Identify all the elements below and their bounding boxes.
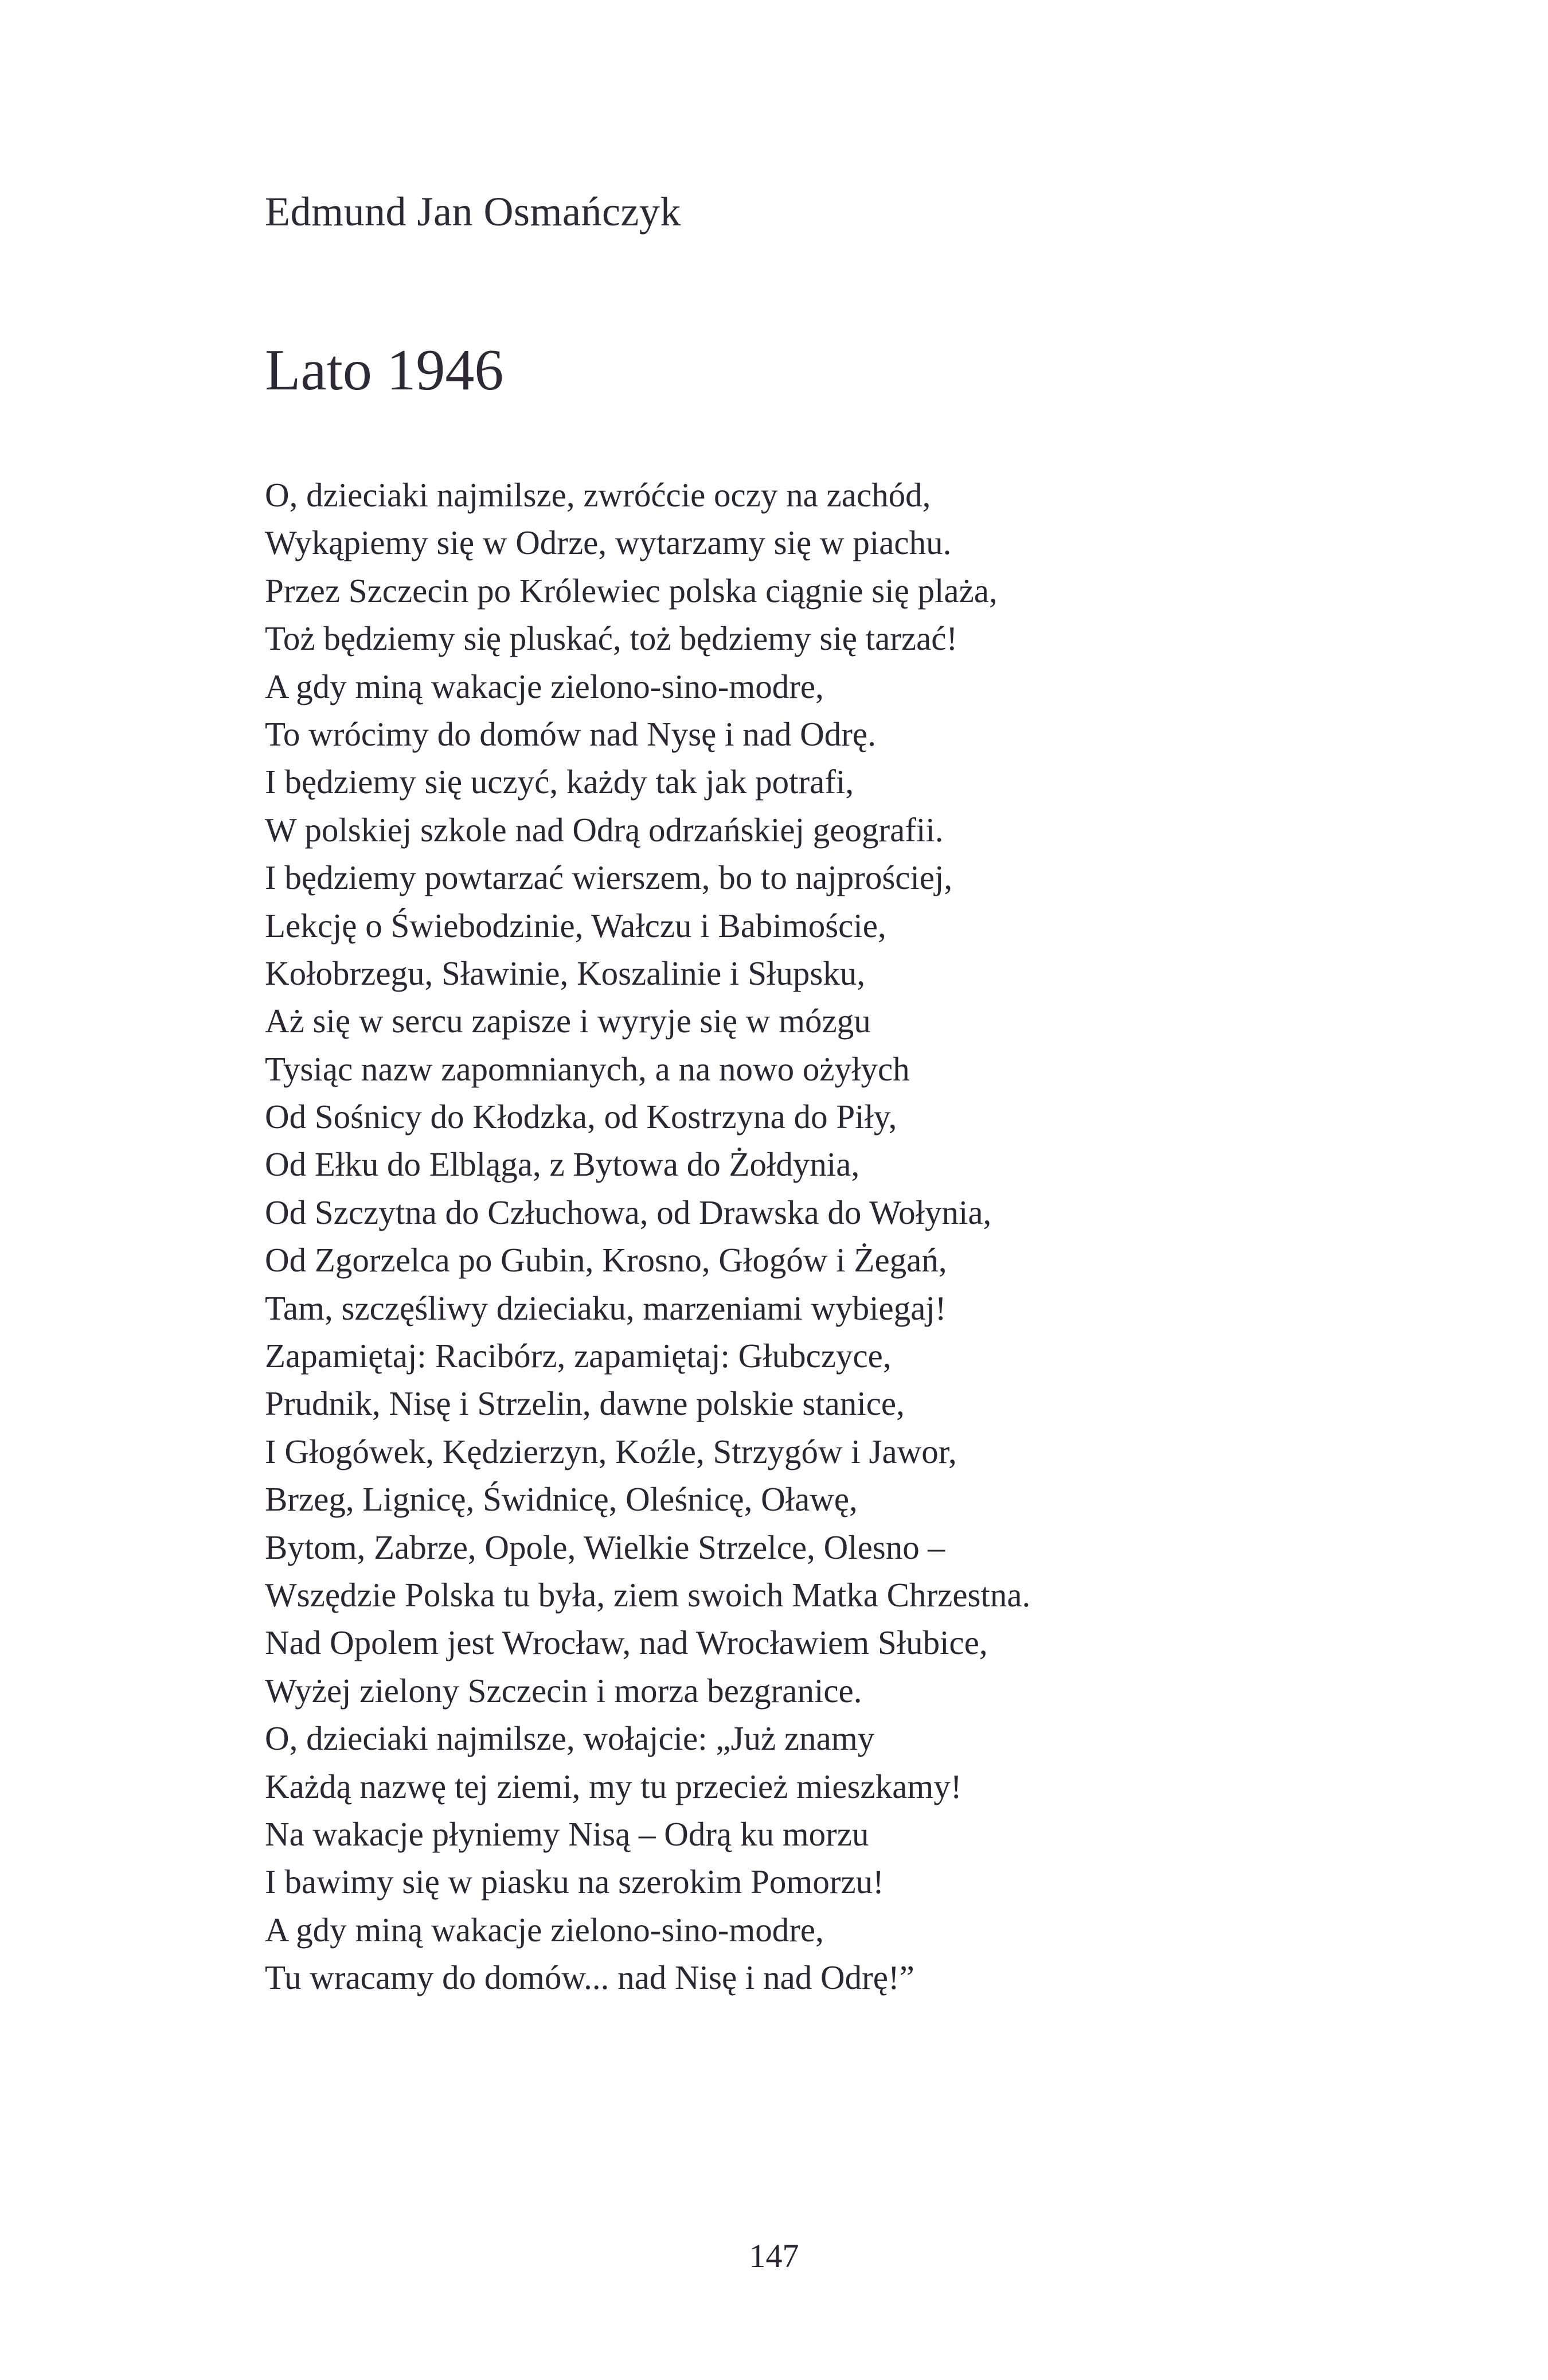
poem-line: Wyżej zielony Szczecin i morza bezgranice.	[265, 1671, 862, 1710]
poem-line: Wykąpiemy się w Odrze, wytarzamy się w piachu.	[265, 524, 952, 562]
author-name: Edmund Jan Osmańczyk	[265, 189, 681, 235]
poem-line: A gdy miną wakacje zielono-sino-modre,	[265, 1910, 824, 1949]
poem-body	[265, 471, 1412, 2002]
poem-line: Tysiąc nazw zapomnianych, a na nowo ożyłych	[265, 1049, 910, 1088]
poem-line: Prudnik, Nisę i Strzelin, dawne polskie stanice,	[265, 1384, 905, 1423]
poem-line: Lekcję o Świebodzinie, Wałczu i Babimoście,	[265, 906, 886, 945]
poem-line: Nad Opolem jest Wrocław, nad Wrocławiem Słubice,	[265, 1624, 988, 1662]
poem-line: Tu wracamy do domów... nad Nisę i nad Odrę!”	[265, 1958, 914, 1997]
poem-line: Toż będziemy się pluskać, toż będziemy się tarzać!	[265, 619, 958, 658]
poem-line: Od Szczytna do Człuchowa, od Drawska do Wołynia,	[265, 1193, 992, 1231]
poem-line: Aż się w sercu zapisze i wyryje się w mózgu	[265, 1002, 871, 1040]
poem-line: Wszędzie Polska tu była, ziem swoich Matka Chrzestna.	[265, 1575, 1031, 1614]
poem-line: Przez Szczecin po Królewiec polska ciągnie się plaża,	[265, 571, 998, 610]
poem-line: W polskiej szkole nad Odrą odrzańskiej geografii.	[265, 810, 944, 849]
poem-line: Od Sośnicy do Kłodzka, od Kostrzyna do Piły,	[265, 1098, 897, 1136]
page-number: 147	[749, 2237, 799, 2274]
poem-line: Od Ełku do Elbląga, z Bytowa do Żołdynia,	[265, 1145, 860, 1184]
poem-title: Lato 1946	[265, 338, 504, 403]
poem-line: Zapamiętaj: Racibórz, zapamiętaj: Głubczyce,	[265, 1337, 892, 1375]
poem-line: O, dzieciaki najmilsze, zwróćcie oczy na zachód,	[265, 476, 931, 514]
poem-line: I bawimy się w piasku na szerokim Pomorzu!	[265, 1863, 884, 1901]
poem-line: A gdy miną wakacje zielono-sino-modre,	[265, 667, 824, 705]
poem-line: I będziemy się uczyć, każdy tak jak potrafi,	[265, 763, 854, 801]
poem-line: Brzeg, Lignicę, Świdnicę, Oleśnicę, Oławę,	[265, 1480, 858, 1519]
poem-line: Każdą nazwę tej ziemi, my tu przecież mieszkamy!	[265, 1767, 962, 1805]
poem-line: I będziemy powtarzać wierszem, bo to najprościej,	[265, 859, 953, 897]
poem-line: Bytom, Zabrze, Opole, Wielkie Strzelce, Olesno –	[265, 1528, 945, 1566]
poem-line: Kołobrzegu, Sławinie, Koszalinie i Słupsku,	[265, 954, 866, 992]
poem-line: Od Zgorzelca po Gubin, Krosno, Głogów i Żegań,	[265, 1241, 947, 1279]
poem-line: O, dzieciaki najmilsze, wołajcie: „Już znamy	[265, 1719, 875, 1758]
poem-line: Tam, szczęśliwy dzieciaku, marzeniami wybiegaj!	[265, 1289, 947, 1327]
poem-line: Na wakacje płyniemy Nisą – Odrą ku morzu	[265, 1815, 869, 1853]
poem-line: I Głogówek, Kędzierzyn, Koźle, Strzygów i Jawor,	[265, 1432, 957, 1470]
poem-line: To wrócimy do domów nad Nysę i nad Odrę.	[265, 715, 876, 753]
